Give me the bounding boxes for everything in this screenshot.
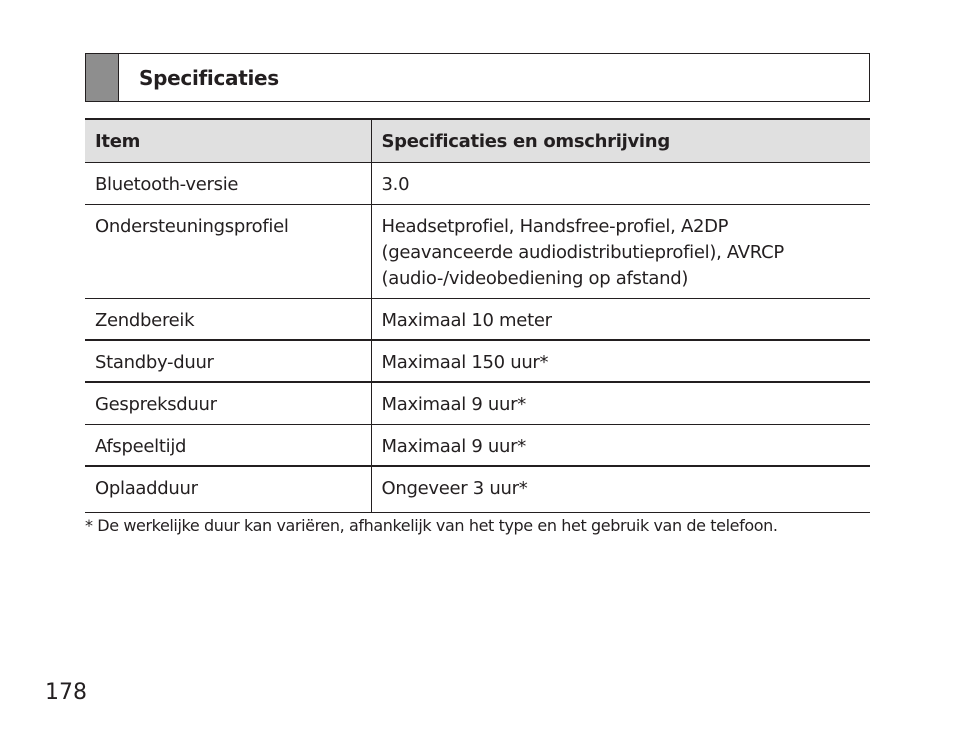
table-header-row [85,119,870,162]
row-description [371,382,870,424]
row-item: Afspeeltijd [85,424,371,466]
row-item: Ondersteuningsprofiel [85,204,371,298]
row-description [371,298,870,340]
section-marker [86,54,119,101]
row-item: Gespreksduur [85,382,371,424]
column-header-description: Specificaties en omschrijving [371,119,870,162]
row-description [371,162,870,204]
description-line: Ongeveer 3 uur* [381,478,528,499]
row-description [371,340,870,382]
table-row [85,340,870,382]
column-header-item: Item [85,119,371,162]
section-title: Specificaties [139,65,279,90]
description-line: Maximaal 10 meter [381,309,552,331]
table-row [85,298,870,340]
row-item: Bluetooth-versie [85,162,371,204]
row-description [371,424,870,466]
row-item: Oplaadduur [85,466,371,512]
description-line: Maximaal 9 uur* [381,435,526,457]
row-item: Zendbereik [85,298,371,340]
description-line: (audio-/videobediening op afstand) [381,267,689,289]
page-number: 178 [45,680,87,705]
footnote: * De werkelijke duur kan variëren, afhankelijk van het type en het gebruik van de telefoon. [85,516,778,535]
table-row [85,424,870,466]
table-row [85,382,870,424]
description-line: Maximaal 9 uur* [381,394,526,415]
description-line: Headsetprofiel, Handsfree-profiel, A2DP [381,215,729,237]
row-description [371,466,870,512]
description-line: 3.0 [381,173,410,195]
section-header [85,53,870,102]
table-row [85,162,870,204]
table-row [85,204,870,298]
description-line: (geavanceerde audiodistributieprofiel), AVRCP [381,241,784,263]
description-line: Maximaal 150 uur* [381,352,549,373]
table-row [85,466,870,512]
row-description [371,204,870,298]
row-item: Standby-duur [85,340,371,382]
specifications-table [85,118,870,513]
